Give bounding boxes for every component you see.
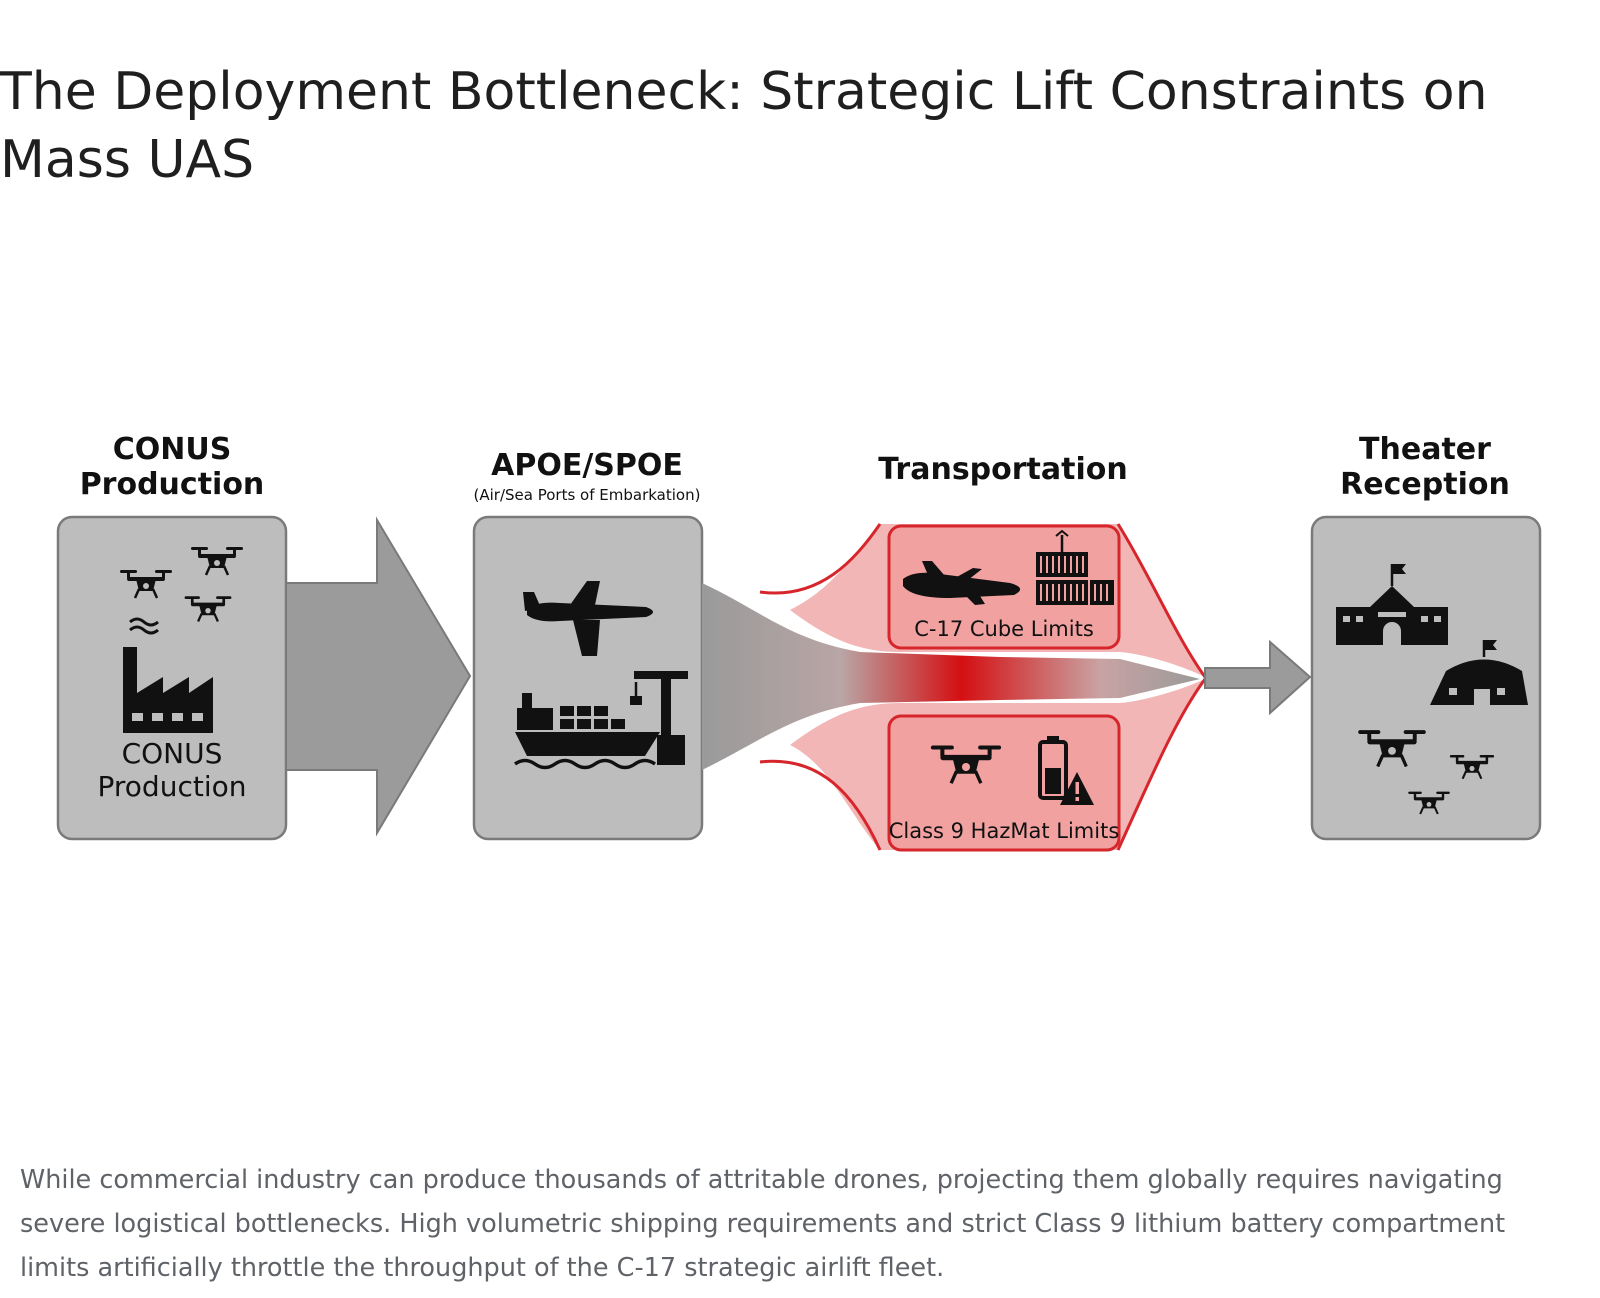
conus-inner-line1: CONUS xyxy=(121,737,223,770)
theater-heading-line2: Reception xyxy=(1340,467,1510,502)
conus-heading-line1: CONUS xyxy=(112,432,232,467)
conus-heading-line2: Production xyxy=(79,467,265,502)
ports-heading: APOE/SPOE xyxy=(491,448,683,483)
stage-transportation xyxy=(702,452,1310,850)
page-title: The Deployment Bottleneck: Strategic Lift Constraints on Mass UAS xyxy=(0,62,1488,190)
flow-arrow-conus-to-ports xyxy=(286,520,470,833)
stage-ports xyxy=(474,448,702,839)
flow-arrow-to-theater xyxy=(1205,642,1310,713)
hazmat-limits-box xyxy=(889,716,1120,850)
stage-theater-reception xyxy=(1312,432,1540,839)
hazmat-limits-label: Class 9 HazMat Limits xyxy=(888,819,1120,843)
stage-conus-production xyxy=(58,432,286,839)
caption-text: While commercial industry can produce thousands of attritable drones, projecting them globally requires navigating severe logistical bottlenecks. High volumetric shipping requirements and strict Class 9 lithium battery compartment limits artificially throttle the throughput of the C-17 strategic airlift fleet. xyxy=(20,1165,1506,1283)
transport-heading: Transportation xyxy=(878,452,1128,487)
ports-subheading: (Air/Sea Ports of Embarkation) xyxy=(473,486,701,504)
c17-cube-limits-label: C-17 Cube Limits xyxy=(914,617,1094,641)
c17-cube-limits-box xyxy=(889,526,1119,648)
conus-inner-line2: Production xyxy=(97,770,247,803)
theater-heading-line1: Theater xyxy=(1359,432,1491,467)
